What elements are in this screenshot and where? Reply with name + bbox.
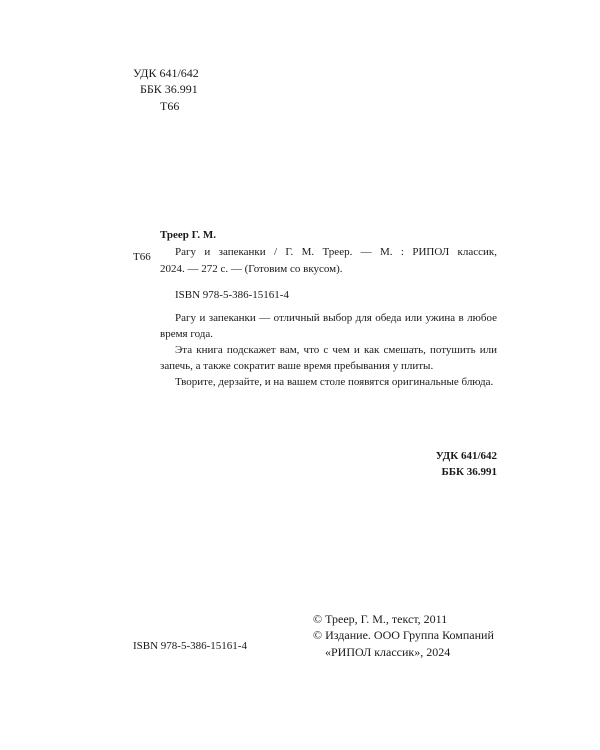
abstract-line-5: Творите, дерзайте, и на вашем столе появятся оригинальные блюда. [175,376,494,388]
abstract-line-3: Эта книга подскажет вам, что с чем и как смешать, потушить или [175,344,497,356]
top-author-sign: Т66 [160,99,180,113]
top-bbk: ББК 36.991 [140,82,198,96]
card-author-sign: Т66 [133,251,151,263]
card-description-line-1: Рагу и запеканки / Г. М. Треер. — М. : РИПОЛ классик, [175,246,497,258]
footer-isbn: ISBN 978-5-386-15161-4 [133,640,247,652]
abstract-line-2: время года. [160,328,213,340]
top-udk: УДК 641/642 [133,66,199,80]
abstract-line-1: Рагу и запеканки — отличный выбор для обеда или ужина в любое [175,312,497,324]
card-isbn: ISBN 978-5-386-15161-4 [175,289,289,301]
copyright-author: © Треер, Г. М., текст, 2011 [313,612,448,626]
card-author-heading: Треер Г. М. [160,229,217,241]
card-bbk: ББК 36.991 [441,466,497,478]
card-description-line-2: 2024. — 272 с. — (Готовим со вкусом). [160,263,343,275]
abstract-line-4: запечь, а также сократит ваше время пребывания у плиты. [160,360,434,372]
copyright-publisher-name: «РИПОЛ классик», 2024 [325,645,451,659]
copyright-publisher: © Издание. ООО Группа Компаний [313,628,494,642]
card-udk: УДК 641/642 [435,450,497,462]
